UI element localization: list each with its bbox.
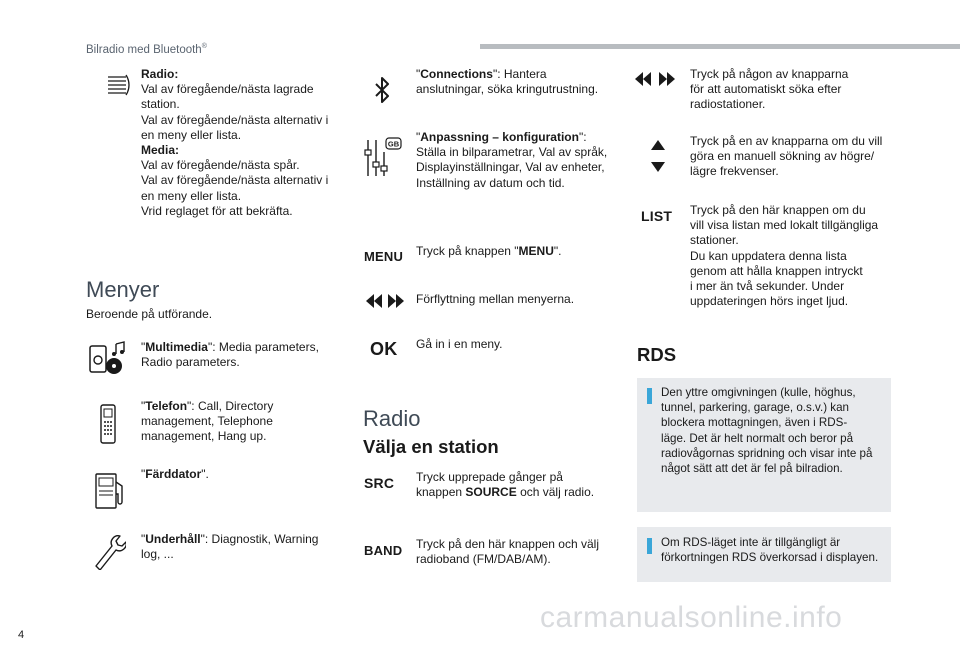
page-number: 4 [18,629,25,641]
wrench-icon [92,532,126,570]
menu-item-connections [416,67,598,97]
ok-button-label: OK [370,339,398,359]
text-line: Val av föregående/nästa alternativ i [141,112,329,127]
text-line: "Färddator". [141,467,209,481]
text-line: anslutningar, söka kringutrustning. [416,82,599,97]
list-button-label: LIST [641,208,673,224]
watermark: carmanualsonline.info [540,601,843,634]
info-marker-icon [647,538,652,554]
info-marker-icon [647,388,652,404]
text-line: knappen SOURCE och välj radio. [416,485,595,500]
text-line: management, Telephone [141,414,273,429]
text-line: Radio parameters. [141,355,240,370]
subheading-valja-station: Välja en station [363,436,499,457]
note-reception-text [661,385,872,476]
text-line: förkortningen RDS överkorsad i displayen. [661,551,879,565]
text-line: radiostationer. [690,97,766,112]
menu-item-anpassning [416,130,607,191]
text-line: Tryck på en av knapparna om du vill [690,134,883,148]
list-icon [106,73,130,97]
radio-item-list [690,203,878,309]
radio-item-seek [690,67,848,113]
text-line: lägre frekvenser. [690,164,779,179]
station-item-source [416,470,594,500]
text-line: radiovågornas spridning och visar inte på [661,446,873,460]
fuel-pump-icon [94,472,128,510]
text-line: genom att hålla knappen intryckt [690,263,863,278]
section-heading-rds: RDS [637,344,677,365]
text-line: Tryck på den här knappen och välj [416,537,599,551]
gb-badge: GB [387,139,400,149]
text-line: något sätt att det är fel på bilradion. [661,462,843,476]
menu-item-navigation [416,292,574,307]
radio-item-manual-search [690,134,882,180]
text-line: Den yttre omgivningen (kulle, höghus, [661,386,856,399]
header-reg-mark: ® [201,43,207,50]
menu-button-label: MENU [364,249,404,264]
text-line: Radio: [141,67,179,81]
text-line: "Anpassning – konfiguration": [416,130,587,144]
section-heading-radio: Radio [363,406,421,431]
menu-item-multimedia [141,340,319,370]
menu-item-ok [416,337,502,352]
text-line: Inställning av datum och tid. [416,175,565,190]
menyer-intro: Beroende på utförande. [86,307,213,321]
multimedia-icon [86,340,128,376]
text-line: i mer än två sekunder. Under [690,279,845,294]
text-line: management, Hang up. [141,429,267,444]
note-rds-unavailable-text [661,535,878,565]
text-line: radioband (FM/DAB/AM). [416,552,551,567]
menu-item-underhall [141,532,318,562]
text-line: stationer. [690,233,739,248]
text-line: en meny eller lista. [141,188,242,203]
text-line: Om RDS-läget inte är tillgängligt är [661,536,841,549]
text-line: Tryck på någon av knapparna [690,67,849,81]
settings-sliders-icon [364,136,402,178]
menu-item-menu [416,244,561,259]
text-line: uppdateringen hörs inget ljud. [690,294,849,309]
text-line: "Multimedia": Media parameters, [141,340,319,354]
text-line: läge. Det är helt normalt och beror på [661,431,854,445]
seek-arrows-icon [633,70,677,88]
header-title: Bilradio med Bluetooth [86,43,202,56]
text-line: Ställa in bilparametrar, Val av språk, [416,145,608,160]
phone-icon [100,404,116,444]
text-line: "Connections": Hantera [416,67,547,81]
text-line: tunnel, parkering, garage, o.s.v.) kan [661,401,849,415]
text-line: Val av föregående/nästa spår. [141,158,300,173]
text-line: för att automatiskt söka efter [690,82,842,97]
text-line: en meny eller lista. [141,127,242,142]
text-line: Val av föregående/nästa lagrade [141,82,314,97]
text-line: Media: [141,143,180,158]
src-button-label: SRC [364,475,395,491]
menu-item-telefon [141,399,273,445]
radio-media-text [141,67,328,219]
text-line: Tryck på den här knappen om du [690,203,866,217]
header-bar [480,44,960,49]
left-right-arrows-icon [364,292,406,310]
section-heading-menyer: Menyer [86,277,160,302]
text-line: log, ... [141,547,174,562]
band-button-label: BAND [364,543,403,558]
text-line: blockera mottagningen, även i RDS- [661,416,848,430]
menu-item-farddator [141,467,209,482]
text-line: vill visa listan med lokalt tillgängliga [690,218,879,233]
text-line: Displayinställningar, Val av enheter, [416,160,605,175]
text-line: Du kan uppdatera denna lista [690,248,847,263]
text-line: Gå in i en meny. [416,337,503,351]
text-line: Vrid reglaget för att bekräfta. [141,203,293,218]
station-item-band [416,537,599,567]
text-line: Tryck på knappen "MENU". [416,244,562,258]
text-line: "Underhåll": Diagnostik, Warning [141,532,319,546]
bluetooth-icon [374,76,392,104]
text-line: "Telefon": Call, Directory [141,399,274,413]
up-down-arrows-icon [650,138,666,174]
text-line: Val av föregående/nästa alternativ i [141,173,329,188]
text-line: göra en manuell sökning av högre/ [690,149,875,164]
text-line: Tryck upprepade gånger på [416,470,563,484]
running-header [86,39,207,58]
text-line: Förflyttning mellan menyerna. [416,292,575,306]
text-line: station. [141,97,180,112]
